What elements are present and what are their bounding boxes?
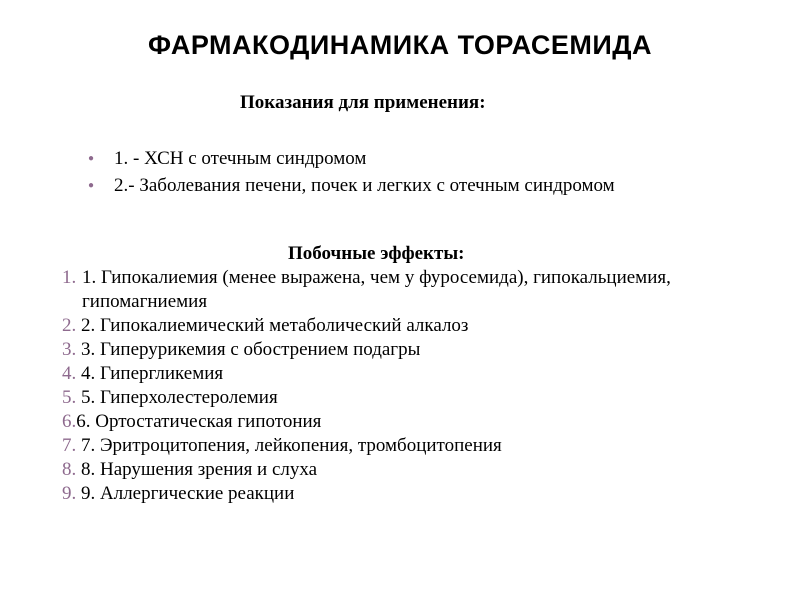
slide-title: ФАРМАКОДИНАМИКА ТОРАСЕМИДА	[147, 30, 653, 60]
indication-item	[82, 175, 682, 197]
indications-heading: Показания для применения:	[240, 92, 486, 113]
side-effect-text: 2. Гипокалиемический метаболический алкалоз	[81, 315, 469, 336]
side-effect-text: 8. Нарушения зрения и слуха	[81, 459, 318, 480]
side-effect-item	[62, 434, 722, 458]
bullet-icon: ●	[88, 153, 95, 164]
indication-text: 2.- Заболевания печени, почек и легких с отечным синдромом	[114, 175, 615, 196]
bullet-icon: ●	[88, 180, 95, 191]
list-number: 6.	[62, 411, 77, 432]
indications-list	[82, 148, 682, 202]
indication-text: 1. - ХСН с отечным синдромом	[114, 148, 367, 169]
list-number: 1.	[62, 267, 77, 288]
side-effect-item	[62, 362, 722, 386]
side-effect-text: 1. Гипокалиемия (менее выражена, чем у фуросемида), гипокальциемия, гипомагниемия	[82, 267, 671, 312]
list-number: 9.	[62, 483, 77, 504]
list-number: 3.	[62, 339, 77, 360]
side-effect-item	[62, 458, 722, 482]
side-effect-item	[62, 410, 722, 434]
list-number: 8.	[62, 459, 77, 480]
list-number: 4.	[62, 363, 77, 384]
side-effect-item	[62, 266, 722, 314]
side-effect-text: 6. Ортостатическая гипотония	[76, 411, 322, 432]
list-number: 5.	[62, 387, 77, 408]
list-number: 2.	[62, 315, 77, 336]
side-effect-item	[62, 482, 722, 506]
side-effect-text: 9. Аллергические реакции	[81, 483, 295, 504]
side-effect-item	[62, 314, 722, 338]
side-effect-text: 5. Гиперхолестеролемия	[81, 387, 278, 408]
side-effect-item	[62, 338, 722, 362]
side-effect-item	[62, 386, 722, 410]
side-effect-text: 3. Гиперурикемия с обострением подагры	[81, 339, 421, 360]
indication-item	[82, 148, 682, 170]
list-number: 7.	[62, 435, 77, 456]
side-effect-text: 7. Эритроцитопения, лейкопения, тромбоцитопения	[81, 435, 502, 456]
side-effect-text: 4. Гипергликемия	[81, 363, 224, 384]
side-effects-heading: Побочные эффекты:	[288, 243, 465, 264]
side-effects-list	[62, 266, 722, 506]
